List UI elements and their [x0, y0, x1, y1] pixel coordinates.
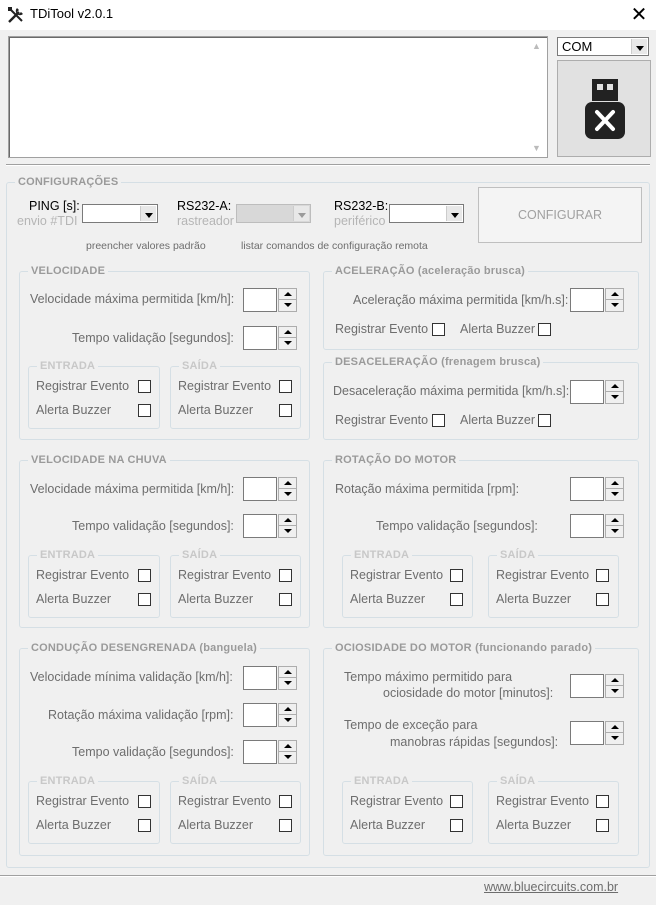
banguela-saida-buzzer-checkbox[interactable] [279, 819, 292, 832]
alert-buzzer-label: Alerta Buzzer [350, 818, 426, 832]
velocidade-max-stepper[interactable] [243, 288, 299, 312]
banguela-rpm-stepper[interactable] [243, 703, 299, 727]
velocidade-saida-event-checkbox[interactable] [279, 380, 292, 393]
banguela-legend: CONDUÇÃO DESENGRENADA (banguela) [31, 642, 258, 654]
alert-buzzer-label: Alerta Buzzer [496, 818, 572, 832]
register-event-label: Registrar Evento [350, 794, 444, 808]
ping-label: PING [s]: [29, 199, 80, 213]
close-button[interactable]: ✕ [630, 4, 648, 26]
chuva-max-stepper[interactable] [243, 477, 299, 501]
alert-buzzer-label: Alerta Buzzer [178, 592, 254, 606]
alert-buzzer-label: Alerta Buzzer [178, 818, 254, 832]
fill-defaults-link[interactable]: preencher valores padrão [86, 240, 206, 252]
velocidade-time-label: Tempo validação [segundos]: [72, 331, 234, 345]
banguela-saida-event-checkbox[interactable] [279, 795, 292, 808]
alert-buzzer-label: Alerta Buzzer [36, 818, 112, 832]
rotacao-max-stepper[interactable] [570, 477, 626, 501]
ociosidade-entrada-group [342, 775, 473, 844]
velocidade-saida-buzzer-checkbox[interactable] [279, 404, 292, 417]
ping-select[interactable] [82, 204, 158, 223]
banguela-entrada-event-checkbox[interactable] [138, 795, 151, 808]
register-event-label: Registrar Evento [496, 568, 590, 582]
chuva-time-label: Tempo validação [segundos]: [72, 519, 234, 533]
rotacao-entrada-group [342, 549, 473, 618]
velocidade-entrada-buzzer-checkbox[interactable] [138, 404, 151, 417]
velocidade-max-label: Velocidade máxima permitida [km/h]: [30, 292, 235, 306]
alert-buzzer-label: Alerta Buzzer [496, 592, 572, 606]
aceleracao-legend: ACELERAÇÃO (aceleração brusca) [335, 265, 526, 277]
alert-buzzer-label: Alerta Buzzer [460, 413, 536, 427]
register-event-label: Registrar Evento [335, 322, 429, 336]
aceleracao-max-stepper[interactable] [570, 288, 626, 312]
ping-sublabel: envio #TDI [17, 214, 78, 228]
alert-buzzer-label: Alerta Buzzer [350, 592, 426, 606]
ociosidade-max-stepper[interactable] [570, 674, 626, 698]
entrada-legend: ENTRADA [40, 775, 96, 787]
rotacao-max-label: Rotação máxima permitida [rpm]: [335, 482, 520, 496]
register-event-label: Registrar Evento [36, 379, 130, 393]
tools-icon [7, 6, 25, 24]
desaceleracao-buzzer-checkbox[interactable] [538, 414, 551, 427]
chevron-down-icon [293, 206, 309, 221]
chuva-entrada-group [28, 549, 160, 618]
rs232a-sublabel: rastreador [177, 214, 234, 228]
banguela-min-label: Velocidade mínima validação [km/h]: [30, 670, 233, 684]
saida-legend: SAÍDA [500, 775, 536, 787]
scroll-down-icon[interactable]: ▼ [532, 143, 541, 153]
aceleracao-event-checkbox[interactable] [432, 323, 445, 336]
chuva-saida-group [170, 549, 301, 618]
chevron-down-icon[interactable] [140, 206, 156, 221]
website-link[interactable]: www.bluecircuits.com.br [484, 880, 619, 894]
chevron-down-icon[interactable] [631, 39, 647, 54]
velocidade-entrada-event-checkbox[interactable] [138, 380, 151, 393]
ociosidade-max-label: Tempo máximo permitido para [344, 670, 513, 684]
register-event-label: Registrar Evento [178, 568, 272, 582]
aceleracao-buzzer-checkbox[interactable] [538, 323, 551, 336]
rotacao-time-stepper[interactable] [570, 514, 626, 538]
rotacao-saida-event-checkbox[interactable] [596, 569, 609, 582]
entrada-legend: ENTRADA [354, 775, 410, 787]
scroll-up-icon[interactable]: ▲ [532, 41, 541, 51]
chuva-saida-event-checkbox[interactable] [279, 569, 292, 582]
rs232a-select[interactable] [236, 204, 311, 223]
chuva-legend: VELOCIDADE NA CHUVA [31, 454, 167, 466]
connect-usb-button[interactable] [557, 60, 651, 157]
register-event-label: Registrar Evento [36, 794, 130, 808]
banguela-time-label: Tempo validação [segundos]: [72, 745, 234, 759]
ociosidade-legend: OCIOSIDADE DO MOTOR (funcionando parado) [335, 642, 593, 654]
ociosidade-exc-label: Tempo de exceção para [344, 718, 478, 732]
rotacao-saida-buzzer-checkbox[interactable] [596, 593, 609, 606]
ociosidade-entrada-buzzer-checkbox[interactable] [450, 819, 463, 832]
com-port-value: COM [562, 39, 593, 54]
banguela-entrada-group [28, 775, 160, 844]
banguela-rpm-label: Rotação máxima validação [rpm]: [48, 708, 234, 722]
rs232b-label: RS232-B: [334, 199, 389, 213]
saida-legend: SAÍDA [182, 360, 218, 372]
rotacao-entrada-buzzer-checkbox[interactable] [450, 593, 463, 606]
register-event-label: Registrar Evento [335, 413, 429, 427]
register-event-label: Registrar Evento [496, 794, 590, 808]
desaceleracao-event-checkbox[interactable] [432, 414, 445, 427]
alert-buzzer-label: Alerta Buzzer [36, 592, 112, 606]
separator [6, 164, 650, 166]
ociosidade-max-label-2: ociosidade do motor [minutos]: [383, 686, 554, 700]
ociosidade-saida-group [488, 775, 619, 844]
entrada-legend: ENTRADA [40, 549, 96, 561]
banguela-min-stepper[interactable] [243, 666, 299, 690]
chuva-max-label: Velocidade máxima permitida [km/h]: [30, 482, 235, 496]
entrada-legend: ENTRADA [40, 360, 96, 372]
entrada-legend: ENTRADA [354, 549, 410, 561]
velocidade-entrada-group [28, 360, 160, 429]
window-title: TDiTool v2.0.1 [30, 6, 114, 21]
rs232b-select[interactable] [389, 204, 464, 223]
aceleracao-max-label: Aceleração máxima permitida [km/h.s]: [353, 293, 569, 307]
register-event-label: Registrar Evento [350, 568, 444, 582]
register-event-label: Registrar Evento [178, 379, 272, 393]
register-event-label: Registrar Evento [178, 794, 272, 808]
list-commands-link[interactable]: listar comandos de configuração remota [241, 240, 428, 252]
saida-legend: SAÍDA [182, 775, 218, 787]
configurar-button[interactable]: CONFIGURAR [478, 187, 642, 243]
chuva-entrada-event-checkbox[interactable] [138, 569, 151, 582]
footer-separator [0, 875, 656, 877]
chevron-down-icon[interactable] [446, 206, 462, 221]
chuva-time-stepper[interactable] [243, 514, 299, 538]
log-scrollbar[interactable] [529, 39, 545, 155]
velocidade-legend: VELOCIDADE [31, 265, 106, 277]
ociosidade-exc-label-2: manobras rápidas [segundos]: [390, 735, 559, 749]
rs232b-sublabel: periférico [334, 214, 386, 228]
velocidade-time-stepper[interactable] [243, 326, 299, 350]
alert-buzzer-label: Alerta Buzzer [460, 322, 536, 336]
com-port-select[interactable] [557, 37, 649, 56]
saida-legend: SAÍDA [182, 549, 218, 561]
banguela-entrada-buzzer-checkbox[interactable] [138, 819, 151, 832]
ociosidade-saida-event-checkbox[interactable] [596, 795, 609, 808]
rotacao-saida-group [488, 549, 619, 618]
usb-disconnected-icon [584, 79, 626, 141]
chuva-entrada-buzzer-checkbox[interactable] [138, 593, 151, 606]
desaceleracao-max-label: Desaceleração máxima permitida [km/h.s]: [333, 384, 570, 398]
configuracoes-legend: CONFIGURAÇÕES [18, 176, 119, 188]
rotacao-time-label: Tempo validação [segundos]: [376, 519, 538, 533]
log-textarea[interactable] [8, 36, 548, 158]
alert-buzzer-label: Alerta Buzzer [36, 403, 112, 417]
saida-legend: SAÍDA [500, 549, 536, 561]
banguela-time-stepper[interactable] [243, 740, 299, 764]
velocidade-saida-group [170, 360, 301, 429]
alert-buzzer-label: Alerta Buzzer [178, 403, 254, 417]
register-event-label: Registrar Evento [36, 568, 130, 582]
rotacao-legend: ROTAÇÃO DO MOTOR [335, 454, 457, 466]
banguela-saida-group [170, 775, 301, 844]
ociosidade-entrada-event-checkbox[interactable] [450, 795, 463, 808]
desaceleracao-max-stepper[interactable] [570, 380, 626, 404]
ociosidade-saida-buzzer-checkbox[interactable] [596, 819, 609, 832]
rs232a-label: RS232-A: [177, 199, 232, 213]
chuva-saida-buzzer-checkbox[interactable] [279, 593, 292, 606]
desaceleracao-legend: DESACELERAÇÃO (frenagem brusca) [335, 356, 541, 368]
rotacao-entrada-event-checkbox[interactable] [450, 569, 463, 582]
ociosidade-exc-stepper[interactable] [570, 721, 626, 745]
